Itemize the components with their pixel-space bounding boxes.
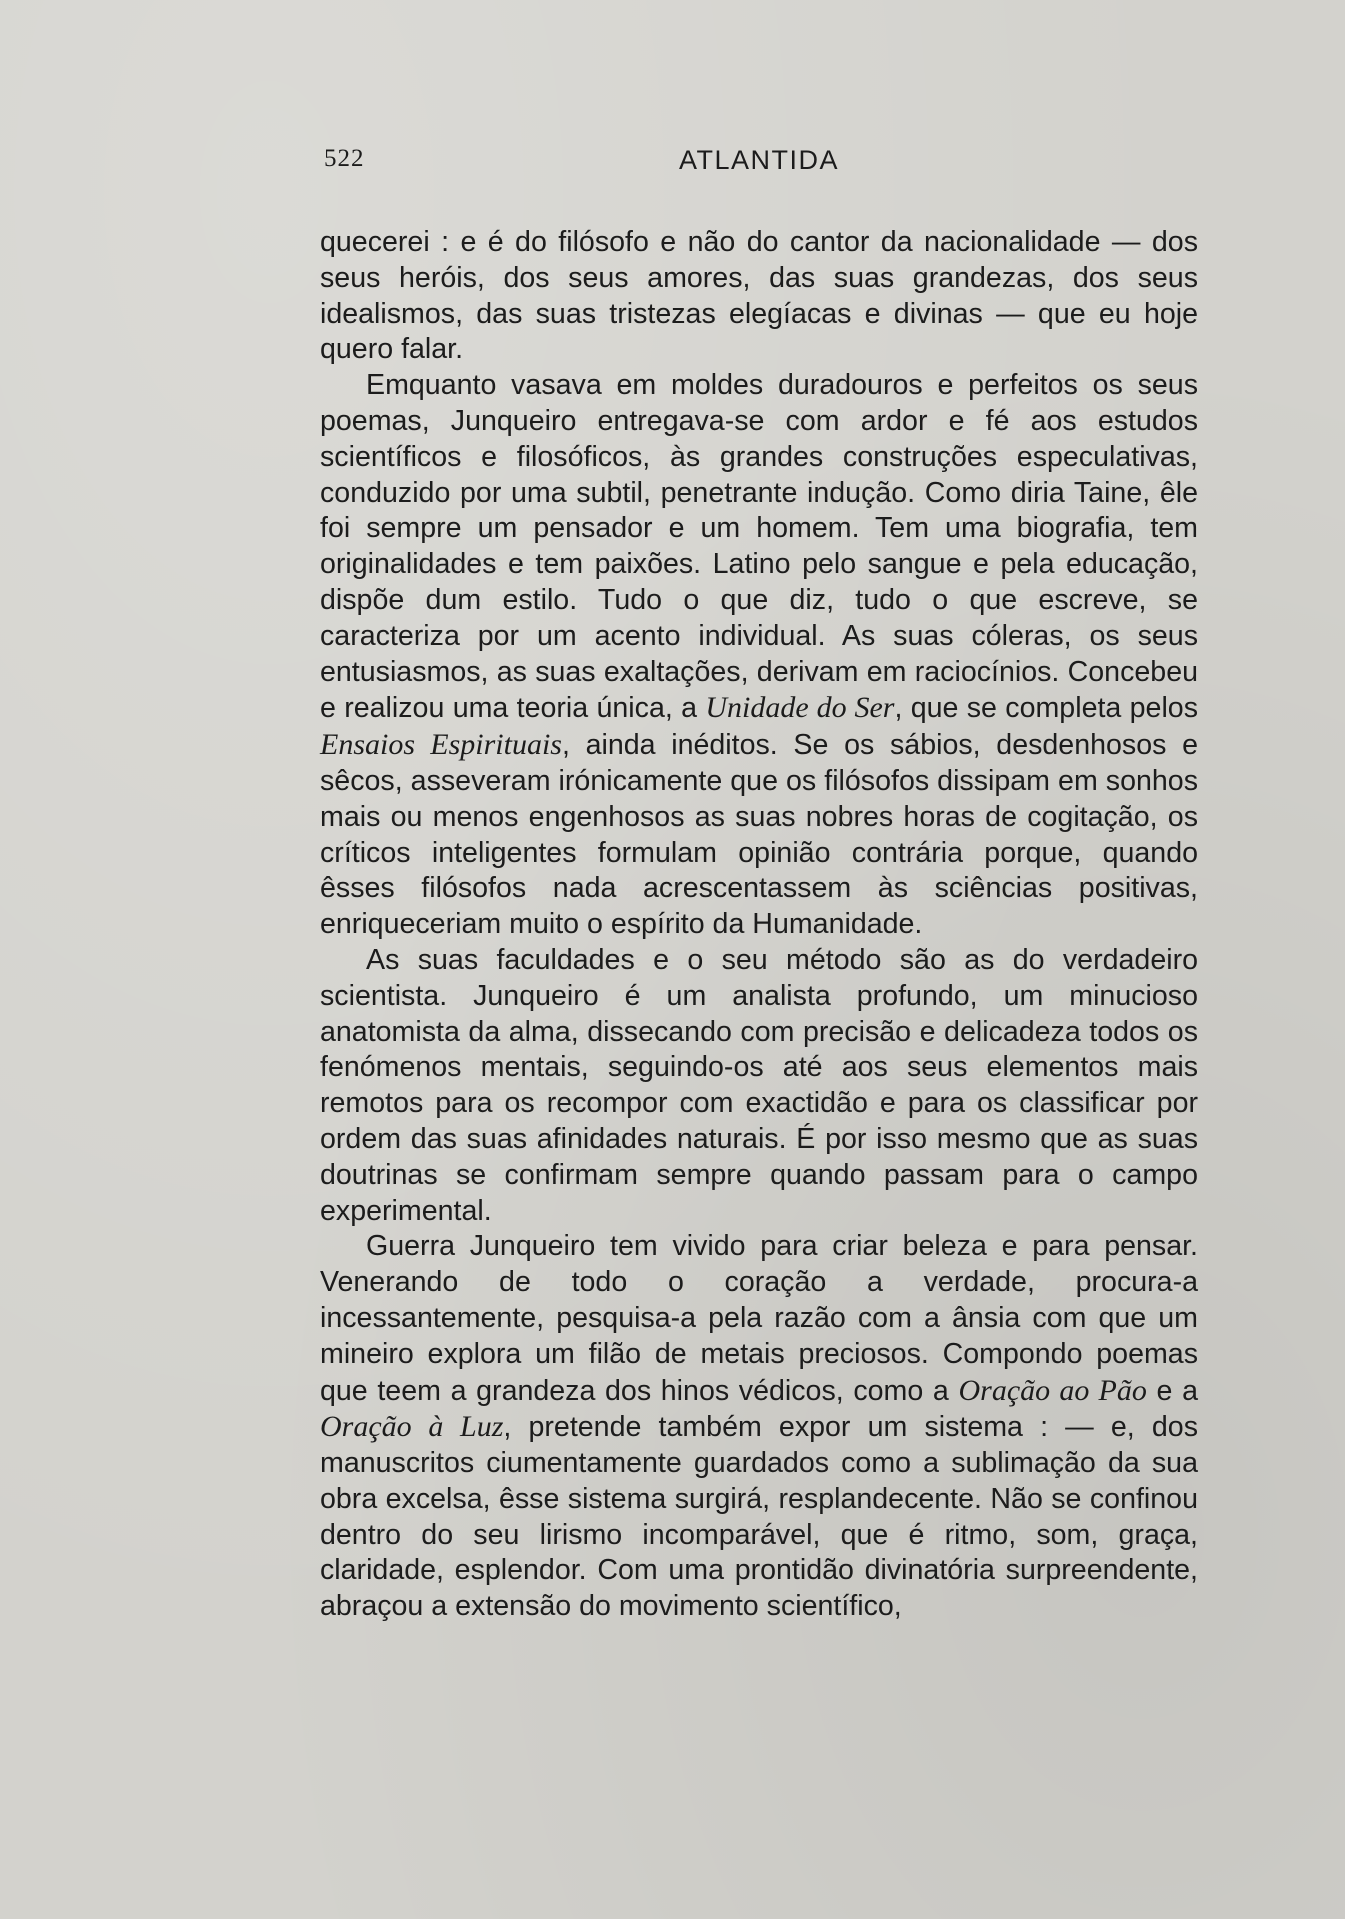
paragraph (320, 1229, 1198, 1625)
paragraph (320, 368, 1198, 943)
text-run: , ainda inéditos. Se os sábios, desdenhosos e sêcos, asseveram irónicamente que os filósofos dissipam em sonhos mais ou menos engenhosos as suas nobres horas de cogitação, os críticos inteligentes formulam opinião contrária porque, quando êsses filósofos nada acrescentassem às sciências positivas, enriqueceriam muito o espírito da Humanidade. (320, 729, 1198, 941)
book-page (320, 145, 1198, 1625)
text-run: Guerra Junqueiro tem vivido para criar beleza e para pensar. Venerando de todo o coração a verdade, procura-a incessantemente, pesquisa-a pela razão com a ânsia com que um mineiro explora um filão de metais preciosos. Compondo poemas que teem a grandeza dos hinos védicos, como a (320, 1230, 1198, 1407)
body-text (320, 225, 1198, 1625)
running-header (320, 145, 1198, 185)
text-run: , que se completa pelos (894, 692, 1198, 725)
page-number: 522 (324, 145, 365, 172)
text-run: As suas faculdades e o seu método são as do verdadeiro scientista. Junqueiro é um analista profundo, um minucioso anatomista da alma, dissecando com precisão e delicadeza todos os fenómenos mentais, seguindo-os até aos seus elementos mais remotos para os recompor com exactidão e para os classificar por ordem das suas afinidades naturais. É por isso mesmo que as suas doutrinas se confirmam sempre quando passam para o campo experimental. (320, 943, 1198, 1227)
paragraph (320, 943, 1198, 1229)
running-title: ATLANTIDA (678, 145, 840, 175)
text-run: e a (1146, 1374, 1199, 1407)
text-run: Emquanto vasava em moldes duradouros e perfeitos os seus poemas, Junqueiro entregava-se com ardor e fé aos estudos scientíficos e filosóficos, às grandes construções especulativas, conduzido por uma subtil, penetrante indução. Como diria Taine, êle foi sempre um pensador e um homem. Tem uma biografia, tem originalidades e tem paixões. Latino pelo sangue e pela educação, dispõe dum estilo. Tudo o que diz, tudo o que escreve, se caracteriza por um acento individual. As suas cóleras, os seus entusiasmos, as suas exaltações, derivam em raciocínios. Concebeu e realizou uma teoria única, a (320, 369, 1198, 725)
text-run: , pretende também expor um sistema : — e, dos manuscritos ciumentamente guardados como a sublimação da sua obra excelsa, êsse sistema surgirá, resplandecente. Não se confinou dentro do seu lirismo incomparável, que é ritmo, som, graça, claridade, esplendor. Com uma prontidão divinatória surpreendente, abraçou a extensão do movimento scientífico, (320, 1411, 1198, 1623)
book-title-italic: Ensaios Espirituais (320, 728, 562, 762)
book-title-italic: Unidade do Ser (705, 691, 895, 725)
poem-title-italic: Oração à Luz (320, 1410, 504, 1444)
text-run: quecerei : e é do filósofo e não do cantor da nacionalidade — dos seus heróis, dos seus amores, das suas grandezas, dos seus idealismos, das suas tristezas elegíacas e divinas — que eu hoje quero falar. (320, 226, 1198, 366)
paragraph (320, 225, 1198, 368)
poem-title-italic: Oração ao Pão (958, 1373, 1147, 1407)
